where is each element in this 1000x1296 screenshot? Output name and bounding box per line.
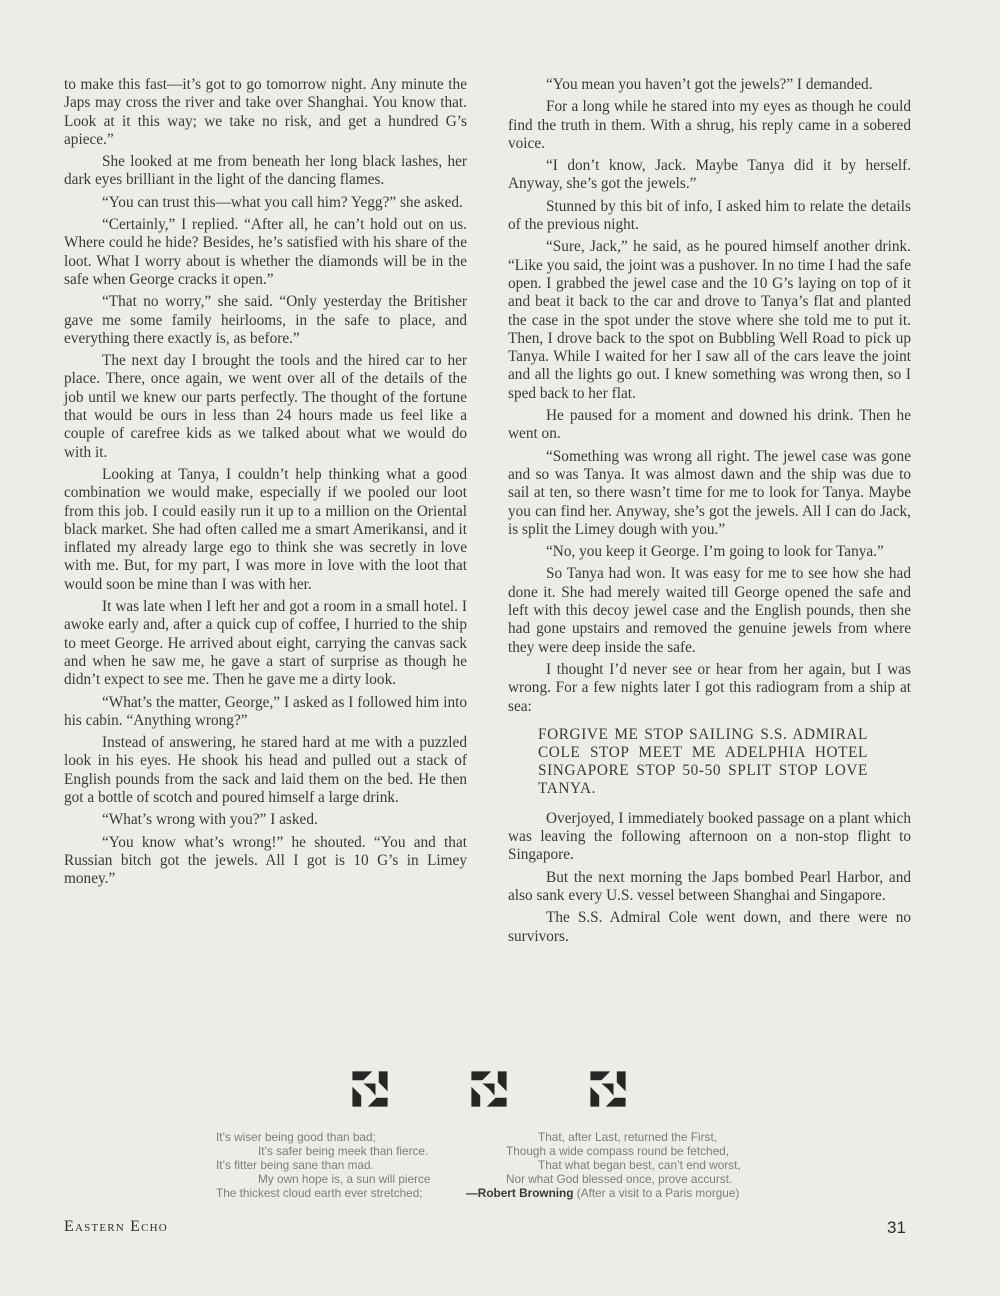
poem-line: My own hope is, a sun will pierce xyxy=(258,1172,431,1186)
paragraph: “What’s wrong with you?” I asked. xyxy=(102,811,318,829)
poem-line: It’s fitter being sane than mad. xyxy=(216,1158,374,1172)
publication-name: Eastern Echo xyxy=(64,1218,168,1235)
radiogram-text: FORGIVE ME STOP SAILING S.S. ADMIRAL COLE STOP MEET ME ADELPHIA HOTEL SINGAPORE STOP 50-50 SPLIT STOP LOVE TANYA. xyxy=(538,725,868,797)
pinwheel-ornament-icon xyxy=(586,1067,630,1111)
poem-line: It’s wiser being good than bad; xyxy=(216,1130,376,1144)
paragraph: “Sure, Jack,” he said, as he poured himself another drink. “Like you said, the joint was a pushover. In no time I had the safe open. I grabbed the jewel case and the 10 G’s laying on top of it and beat it back to the car and drove to Tanya’s flat and planted the case in the spot under the stove where she told me to put it. Then, I drove back to the spot on Bubbling Well Road to pick up Tanya. While I waited for her I saw all of the cars leave the joint and all the lights go out. I knew something was wrong then, so I sped back to her flat. xyxy=(508,238,911,402)
poem-line: That, after Last, returned the First, xyxy=(538,1130,717,1144)
poem-attribution-note: (After a visit to a Paris morgue) xyxy=(576,1186,740,1200)
paragraph: “What’s the matter, George,” I asked as I followed him into his cabin. “Anything wrong?” xyxy=(64,693,467,729)
ornament-row xyxy=(348,1066,630,1112)
poem-author: —Robert Browning xyxy=(466,1186,574,1200)
pinwheel-ornament-icon xyxy=(348,1067,392,1111)
paragraph: I thought I’d never see or hear from her again, but I was wrong. For a few nights later I got this radiogram from a ship at sea: xyxy=(508,660,911,715)
paragraph: “You know what’s wrong!” he shouted. “You and that Russian bitch got the jewels. All I got is 10 G’s in Limey money.” xyxy=(64,833,467,888)
poem-attribution xyxy=(466,1186,741,1200)
paragraph: She looked at me from beneath her long black lashes, her dark eyes brilliant in the light of the dancing flames. xyxy=(64,153,467,189)
paragraph: Instead of answering, he stared hard at me with a puzzled look in his eyes. He shook his head and pulled out a stack of English pounds from the sack and laid them on the bed. He then got a bottle of scotch and poured himself a large drink. xyxy=(64,734,467,806)
pinwheel-ornament-icon xyxy=(467,1067,511,1111)
poem-line: That what began best, can’t end worst, xyxy=(538,1158,741,1172)
right-column xyxy=(508,76,911,950)
poem-line: The thickest cloud earth ever stretched; xyxy=(216,1186,423,1200)
paragraph: The S.S. Admiral Cole went down, and there were no survivors. xyxy=(508,909,911,945)
paragraph: “That no worry,” she said. “Only yesterday the Britisher gave me some family heirlooms, in the safe to place, and everything there exactly is, as before.” xyxy=(64,293,467,347)
paragraph: “You mean you haven’t got the jewels?” I demanded. xyxy=(546,76,873,93)
poem-line: Though a wide compass round be fetched, xyxy=(506,1144,729,1158)
paragraph: The next day I brought the tools and the hired car to her place. There, once again, we went over all of the details of the job until we knew our parts perfectly. The thought of the fortune that would be ours in less than 24 hours made us feel like a couple of carefree kids as we talked about what we would do with it. xyxy=(64,352,467,461)
paragraph: But the next morning the Japs bombed Pearl Harbor, and also sank every U.S. vessel between Shanghai and Singapore. xyxy=(508,868,911,904)
paragraph: For a long while he stared into my eyes as though he could find the truth in them. With a shrug, his reply came in a sobered voice. xyxy=(508,98,911,152)
paragraph: “You can trust this—what you call him? Yegg?” she asked. xyxy=(102,193,463,211)
paragraph: So Tanya had won. It was easy for me to see how she had done it. She had merely waited till George opened the safe and left with this decoy jewel case and the English pounds, then she had gone upstairs and removed the genuine jewels from where they were deep inside the safe. xyxy=(508,565,911,656)
poem-stanza-left xyxy=(216,1130,430,1200)
page-number: 31 xyxy=(887,1218,906,1237)
poem-line: Nor what God blessed once, prove accurst. xyxy=(506,1172,733,1186)
paragraph: to make this fast—it’s got to go tomorrow night. Any minute the Japs may cross the river and take over Shanghai. You know that. Look at it this way; we take no risk, and get a hundred G’s apiece.” xyxy=(64,76,467,148)
paragraph: It was late when I left her and got a room in a small hotel. I awoke early and, after a quick cup of coffee, I hurried to the ship to meet George. He arrived about eight, carrying the canvas sack and when he saw me, he gave a start of surprise as though he didn’t expect to see me. Then he gave me a dirty look. xyxy=(64,598,467,689)
paragraph: Stunned by this bit of info, I asked him to relate the details of the previous night. xyxy=(508,197,911,234)
paragraph: “No, you keep it George. I’m going to look for Tanya.” xyxy=(546,543,884,561)
poem-stanza-right xyxy=(466,1130,741,1200)
left-column xyxy=(64,76,467,892)
paragraph: Looking at Tanya, I couldn’t help thinking what a good combination we would make, especially if we pooled our loot from this job. I could easily run it up to a million on the Oriental black market. She had often called me a smart Amerikansi, and it inflated my already large ego to think she was secretly in love with me. But, for my part, I was more in love with the loot that would soon be mine than I was with her. xyxy=(64,465,467,593)
paragraph: Overjoyed, I immediately booked passage on a plant which was leaving the following afternoon on a non-stop flight to Singapore. xyxy=(508,809,911,864)
paragraph: He paused for a moment and downed his drink. Then he went on. xyxy=(508,407,911,443)
paragraph: “Something was wrong all right. The jewel case was gone and so was Tanya. It was almost dawn and the ship was due to sail at ten, so there wasn’t time for me to look for Tanya. Maybe you can find her. Anyway, she’s got the jewels. All I can do Jack, is split the Limey dough with you.” xyxy=(508,447,911,538)
paragraph: “I don’t know, Jack. Maybe Tanya did it by herself. Anyway, she’s got the jewels.” xyxy=(508,157,911,193)
poem-line: It’s safer being meek than fierce. xyxy=(258,1144,429,1158)
paragraph: “Certainly,” I replied. “After all, he can’t hold out on us. Where could he hide? Besides, he’s satisfied with his share of the loot. What I worry about is whether the diamonds will be in the safe when George cracks it open.” xyxy=(64,216,467,288)
